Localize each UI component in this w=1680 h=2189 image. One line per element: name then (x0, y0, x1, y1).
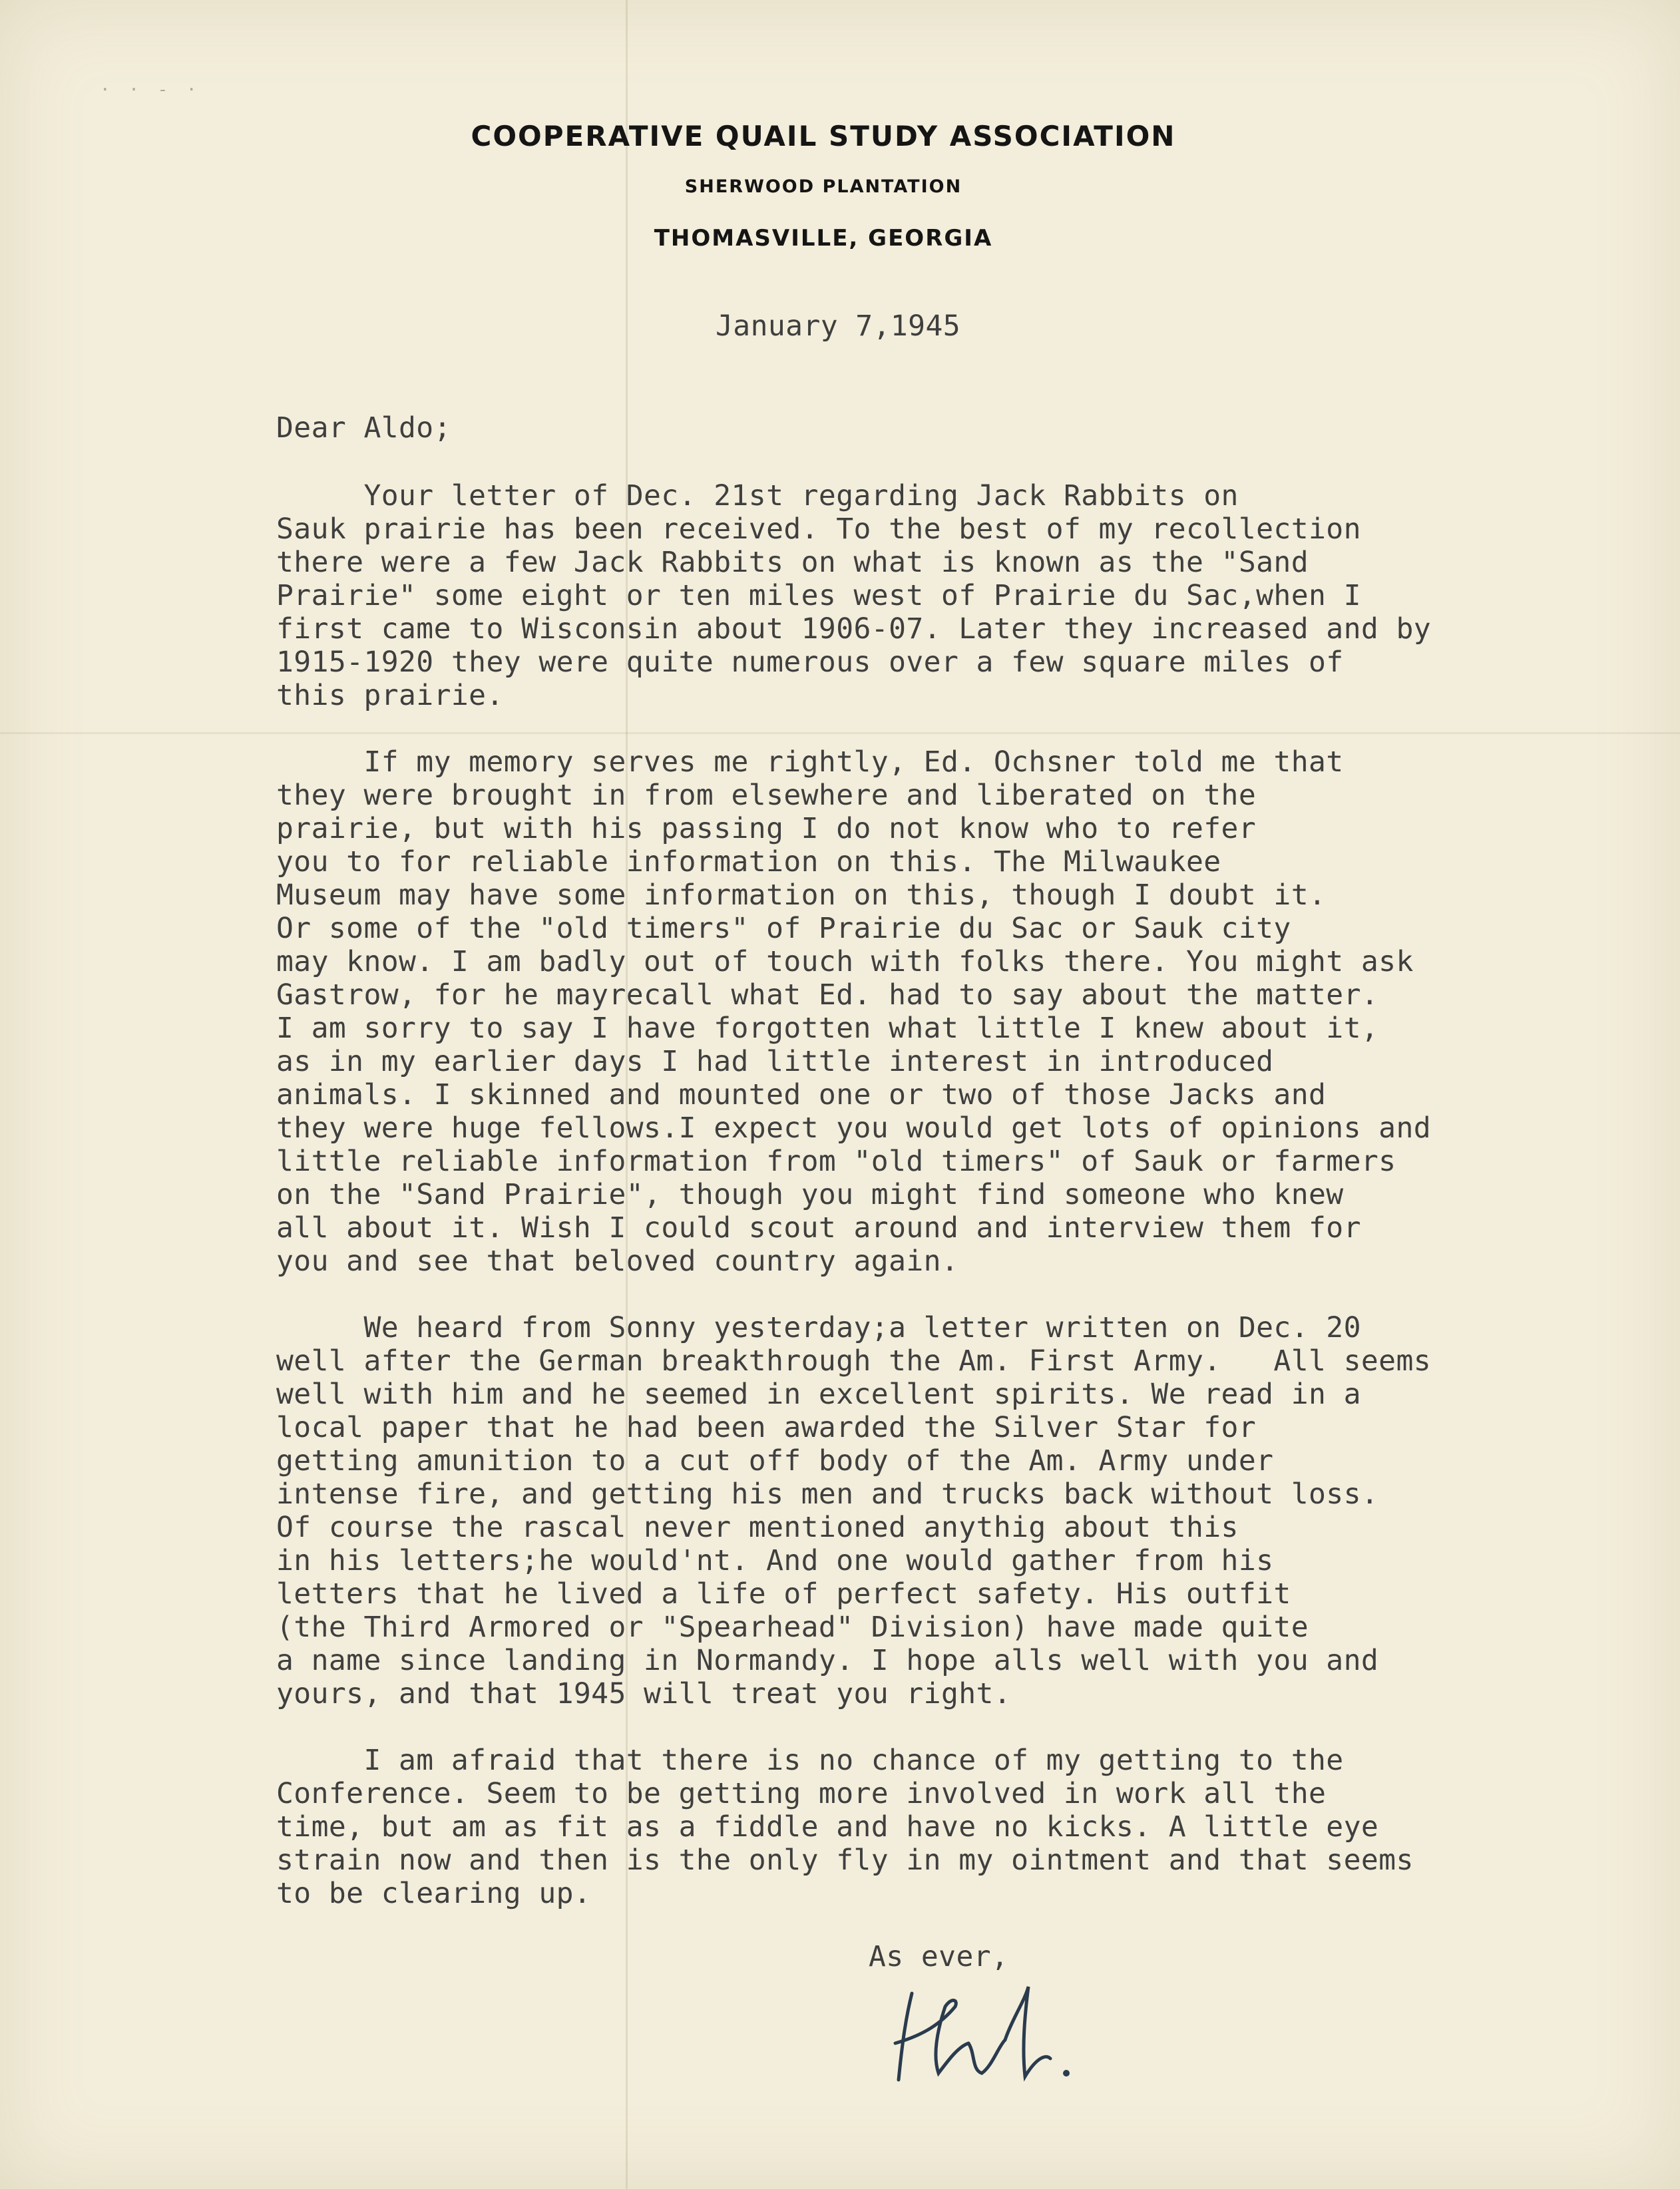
letter-paragraph (276, 1311, 1431, 1710)
letter-line: they were huge fellows.I expect you would get lots of opinions and (276, 1111, 1432, 1145)
letter-closing: As ever, (869, 1940, 1009, 1973)
letterhead-location: THOMASVILLE, GEORGIA (654, 225, 993, 252)
letter-line: in his letters;he would'nt. And one would gather from his (276, 1544, 1274, 1577)
letter-line: Gastrow, for he mayrecall what Ed. had to say about the matter. (276, 978, 1379, 1012)
letter-line: Prairie" some eight or ten miles west of Prairie du Sac,when I (276, 579, 1361, 612)
letter-line: on the "Sand Prairie", though you might find someone who knew (276, 1178, 1344, 1211)
letter-line: prairie, but with his passing I do not know who to refer (276, 812, 1257, 845)
letter-line: time, but am as fit as a fiddle and have no kicks. A little eye (276, 1810, 1379, 1844)
letter-line: there were a few Jack Rabbits on what is known as the "Sand (276, 546, 1309, 579)
letter-line: Museum may have some information on this, though I doubt it. (276, 879, 1327, 912)
letter-line: this prairie. (276, 679, 504, 712)
letter-line: letters that he lived a life of perfect safety. His outfit (276, 1577, 1291, 1611)
letter-date: January 7,1945 (716, 309, 961, 343)
letter-line: to be clearing up. (276, 1877, 592, 1910)
letter-line: you and see that beloved country again. (276, 1245, 959, 1278)
letter-line: you to for reliable information on this. The Milwaukee (276, 845, 1221, 879)
signature-icon (892, 1980, 1078, 2093)
letter-line: may know. I am badly out of touch with folks there. You might ask (276, 945, 1414, 978)
letter-line: We heard from Sonny yesterday;a letter written on Dec. 20 (276, 1311, 1361, 1344)
letter-line: If my memory serves me rightly, Ed. Ochsner told me that (276, 745, 1344, 779)
letter-line: Sauk prairie has been received. To the best of my recollection (276, 512, 1361, 546)
handwritten-signature (892, 1980, 1078, 2093)
letter-line: I am afraid that there is no chance of my getting to the (276, 1744, 1344, 1777)
letter-line: (the Third Armored or "Spearhead" Division) have made quite (276, 1611, 1309, 1644)
pencil-marks: · · - · (100, 80, 201, 100)
letter-line: Or some of the "old timers" of Prairie du Sac or Sauk city (276, 912, 1291, 945)
letter-line: all about it. Wish I could scout around and interview them for (276, 1211, 1361, 1245)
letter-line: yours, and that 1945 will treat you right. (276, 1677, 1012, 1710)
letter-line: strain now and then is the only fly in my ointment and that seems (276, 1844, 1414, 1877)
letter-line: well with him and he seemed in excellent spirits. We read in a (276, 1378, 1361, 1411)
letterhead-plantation: SHERWOOD PLANTATION (684, 176, 962, 197)
letter-line: Of course the rascal never mentioned anythig about this (276, 1511, 1239, 1544)
letter-body (276, 479, 1431, 1943)
letter-line: they were brought in from elsewhere and liberated on the (276, 779, 1257, 812)
letter-line: Your letter of Dec. 21st regarding Jack Rabbits on (276, 479, 1239, 512)
letter-line: animals. I skinned and mounted one or two of those Jacks and (276, 1078, 1327, 1111)
letter-line: intense fire, and getting his men and trucks back without loss. (276, 1478, 1379, 1511)
letter-line: local paper that he had been awarded the Silver Star for (276, 1411, 1257, 1444)
letter-paragraph (276, 745, 1431, 1278)
letterhead-organization: COOPERATIVE QUAIL STUDY ASSOCIATION (471, 120, 1176, 152)
letter-line: first came to Wisconsin about 1906-07. Later they increased and by (276, 612, 1432, 646)
letter-paragraph (276, 479, 1431, 712)
letter-line: little reliable information from "old timers" of Sauk or farmers (276, 1145, 1396, 1178)
letter-paragraph (276, 1744, 1431, 1910)
letter-line: 1915-1920 they were quite numerous over a few square miles of (276, 646, 1344, 679)
letter-line: getting amunition to a cut off body of the Am. Army under (276, 1444, 1274, 1478)
letter-line: as in my earlier days I had little interest in introduced (276, 1045, 1274, 1078)
letter-line: a name since landing in Normandy. I hope alls well with you and (276, 1644, 1379, 1677)
letter-line: well after the German breakthrough the Am. First Army. All seems (276, 1344, 1432, 1378)
letter-salutation: Dear Aldo; (276, 411, 451, 445)
letter-line: Conference. Seem to be getting more involved in work all the (276, 1777, 1327, 1810)
letter-line: I am sorry to say I have forgotten what little I knew about it, (276, 1012, 1379, 1045)
letterhead (0, 120, 1680, 252)
